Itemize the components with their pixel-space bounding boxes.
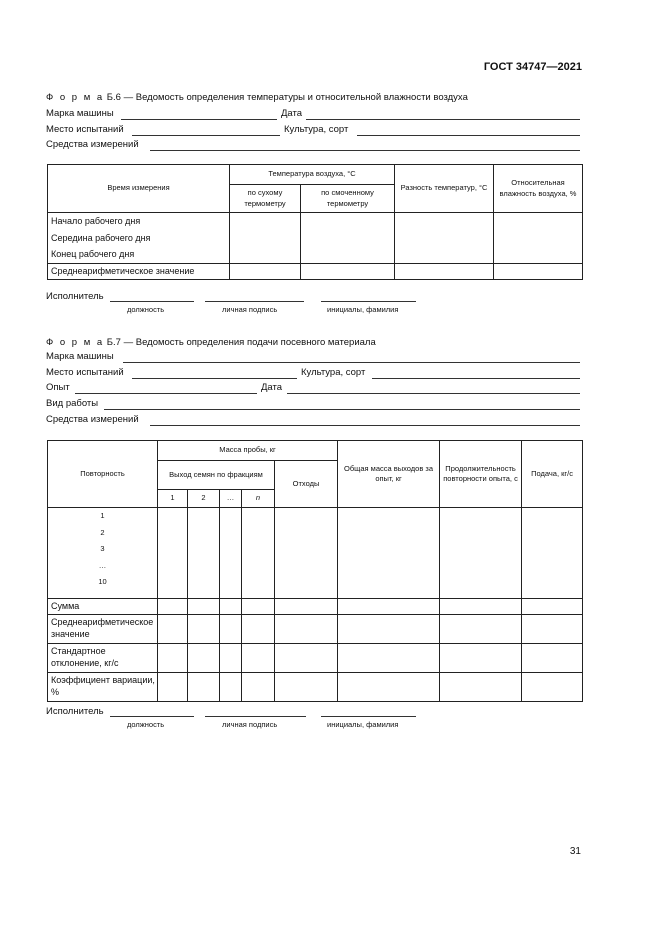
- row-sum: Сумма: [48, 599, 158, 615]
- avg-humidity-cell[interactable]: [494, 264, 583, 280]
- col-fraction-n: n: [242, 490, 275, 508]
- form6-sign-line[interactable]: [205, 301, 304, 302]
- form7-name-line[interactable]: [321, 716, 416, 717]
- data-cell[interactable]: [158, 599, 188, 615]
- avg-dry-cell[interactable]: [230, 264, 301, 280]
- form7-work-line[interactable]: [104, 409, 580, 410]
- data-cell[interactable]: [275, 508, 338, 599]
- col-duration-header: Продолжительность повторности опыта, с: [440, 441, 522, 508]
- data-cell[interactable]: [338, 644, 440, 673]
- col-repetition-header: Повторность: [48, 441, 158, 508]
- form7-experiment-label: Опыт: [46, 382, 70, 393]
- repetition-1: 1: [100, 511, 105, 520]
- data-cell[interactable]: [275, 673, 338, 702]
- data-cell[interactable]: [440, 673, 522, 702]
- col-diff-header: Разность температур, °С: [395, 165, 494, 213]
- col-time-header: Время измерения: [48, 165, 230, 213]
- form7-sign-caption: личная подпись: [222, 720, 278, 729]
- data-cell[interactable]: [338, 615, 440, 644]
- data-cell[interactable]: [220, 599, 242, 615]
- data-cell[interactable]: [188, 615, 220, 644]
- form7-experiment-line[interactable]: [75, 393, 257, 394]
- repetition-3: 3: [100, 544, 105, 553]
- col-feed-header: Подача, кг/с: [522, 441, 583, 508]
- form6-crop-line[interactable]: [357, 135, 580, 136]
- form7-title: [46, 337, 376, 348]
- data-cell[interactable]: [522, 615, 583, 644]
- form6-machine-label: Марка машины: [46, 108, 114, 119]
- col-waste-header: Отходы: [275, 461, 338, 508]
- repetition-ellipsis: …: [98, 560, 107, 570]
- form7-machine-label: Марка машины: [46, 351, 114, 362]
- form6-sign-caption: личная подпись: [222, 305, 278, 314]
- col-fraction-ellipsis: …: [220, 490, 242, 508]
- data-cell[interactable]: [158, 644, 188, 673]
- data-cell[interactable]: [188, 673, 220, 702]
- form7-date-label: Дата: [261, 382, 283, 393]
- diff-cell[interactable]: [395, 213, 494, 264]
- data-cell[interactable]: [440, 508, 522, 599]
- col-yield-header: Выход семян по фракциям: [158, 461, 275, 490]
- col-temp-header: Температура воздуха, °С: [230, 165, 395, 185]
- dry-cell[interactable]: [230, 213, 301, 264]
- data-cell[interactable]: [440, 615, 522, 644]
- form6-executor-label: Исполнитель: [46, 291, 104, 302]
- form7-work-label: Вид работы: [46, 398, 99, 409]
- form6-means-label: Средства измерений: [46, 139, 139, 150]
- col-total-header: Общая масса выходов за опыт, кг: [338, 441, 440, 508]
- form7-sign-line[interactable]: [205, 716, 306, 717]
- data-cell[interactable]: [338, 508, 440, 599]
- data-cell[interactable]: [242, 508, 275, 599]
- data-cell[interactable]: [188, 508, 220, 599]
- wet-cell[interactable]: [301, 213, 395, 264]
- data-cell[interactable]: [158, 673, 188, 702]
- row-mean: Среднеарифметическое значение: [48, 615, 158, 644]
- form7-means-line[interactable]: [150, 425, 580, 426]
- data-cell[interactable]: [522, 644, 583, 673]
- avg-wet-cell[interactable]: [301, 264, 395, 280]
- data-cell[interactable]: [220, 508, 242, 599]
- col-mass-header: Масса пробы, кг: [158, 441, 338, 461]
- data-cell[interactable]: [275, 599, 338, 615]
- row-variation: Коэффициент вариации, %: [48, 673, 158, 702]
- form7-name-caption: инициалы, фамилия: [327, 720, 399, 729]
- data-cell[interactable]: [220, 673, 242, 702]
- form7-table: [47, 440, 583, 702]
- form6-position-caption: должность: [127, 305, 165, 314]
- data-cell[interactable]: [242, 644, 275, 673]
- form7-machine-line[interactable]: [123, 362, 580, 363]
- form7-place-line[interactable]: [132, 378, 297, 379]
- row-day-start: Начало рабочего дня: [51, 216, 141, 226]
- data-cell[interactable]: [275, 615, 338, 644]
- form6-table: [47, 164, 583, 280]
- form7-position-caption: должность: [127, 720, 165, 729]
- row-day-end: Конец рабочего дня: [51, 249, 135, 259]
- data-cell[interactable]: [158, 615, 188, 644]
- avg-diff-cell[interactable]: [395, 264, 494, 280]
- data-cell[interactable]: [158, 508, 188, 599]
- page-number: 31: [569, 846, 581, 857]
- data-cell[interactable]: [242, 673, 275, 702]
- form7-title-word: Ф о р м а: [46, 337, 105, 348]
- data-cell[interactable]: [188, 644, 220, 673]
- row-average: Среднеарифметическое значение: [48, 264, 230, 280]
- form6-means-line[interactable]: [150, 150, 580, 151]
- form6-title: [46, 92, 468, 103]
- form6-date-label: Дата: [281, 108, 303, 119]
- data-cell[interactable]: [275, 644, 338, 673]
- data-cell[interactable]: [440, 599, 522, 615]
- time-rows-cell: [48, 213, 230, 264]
- form6-title-word: Ф о р м а: [46, 92, 105, 103]
- form7-place-label: Место испытаний: [46, 367, 124, 378]
- form7-date-line[interactable]: [287, 393, 580, 394]
- col-wet-header: по смоченному термометру: [301, 185, 395, 213]
- data-cell[interactable]: [338, 673, 440, 702]
- col-fraction-1: 1: [158, 490, 188, 508]
- data-cell[interactable]: [242, 615, 275, 644]
- data-cell[interactable]: [522, 599, 583, 615]
- form6-title-text: Б.6 — Ведомость определения температуры и относительной влажности воздуха: [104, 92, 468, 103]
- form7-crop-label: Культура, сорт: [301, 367, 366, 378]
- form7-executor-label: Исполнитель: [46, 706, 104, 717]
- data-cell[interactable]: [220, 644, 242, 673]
- data-cell[interactable]: [242, 599, 275, 615]
- data-cell[interactable]: [338, 599, 440, 615]
- data-cell[interactable]: [522, 673, 583, 702]
- form6-machine-line[interactable]: [121, 119, 277, 120]
- form6-name-caption: инициалы, фамилия: [327, 305, 399, 314]
- form6-crop-label: Культура, сорт: [284, 124, 349, 135]
- row-day-middle: Середина рабочего дня: [51, 232, 151, 243]
- humidity-cell[interactable]: [494, 213, 583, 264]
- form6-name-line[interactable]: [321, 301, 416, 302]
- repetition-rows-cell: [48, 508, 158, 599]
- data-cell[interactable]: [440, 644, 522, 673]
- form6-place-line[interactable]: [132, 135, 280, 136]
- form6-date-line[interactable]: [306, 119, 580, 120]
- form7-title-text: Б.7 — Ведомость определения подачи посевного материала: [104, 337, 376, 348]
- form6-position-line[interactable]: [110, 301, 194, 302]
- repetition-10: 10: [98, 577, 107, 586]
- form7-position-line[interactable]: [110, 716, 194, 717]
- data-cell[interactable]: [522, 508, 583, 599]
- form6-place-label: Место испытаний: [46, 124, 124, 135]
- row-std-dev: Стандартное отклонение, кг/с: [48, 644, 158, 673]
- repetition-2: 2: [100, 527, 105, 537]
- col-fraction-2: 2: [188, 490, 220, 508]
- data-cell[interactable]: [188, 599, 220, 615]
- col-humidity-header: Относительная влажность воздуха, %: [494, 165, 583, 213]
- data-cell[interactable]: [220, 615, 242, 644]
- standard-number: ГОСТ 34747—2021: [483, 61, 582, 73]
- form7-means-label: Средства измерений: [46, 414, 139, 425]
- col-dry-header: по сухому термометру: [230, 185, 301, 213]
- form7-crop-line[interactable]: [372, 378, 580, 379]
